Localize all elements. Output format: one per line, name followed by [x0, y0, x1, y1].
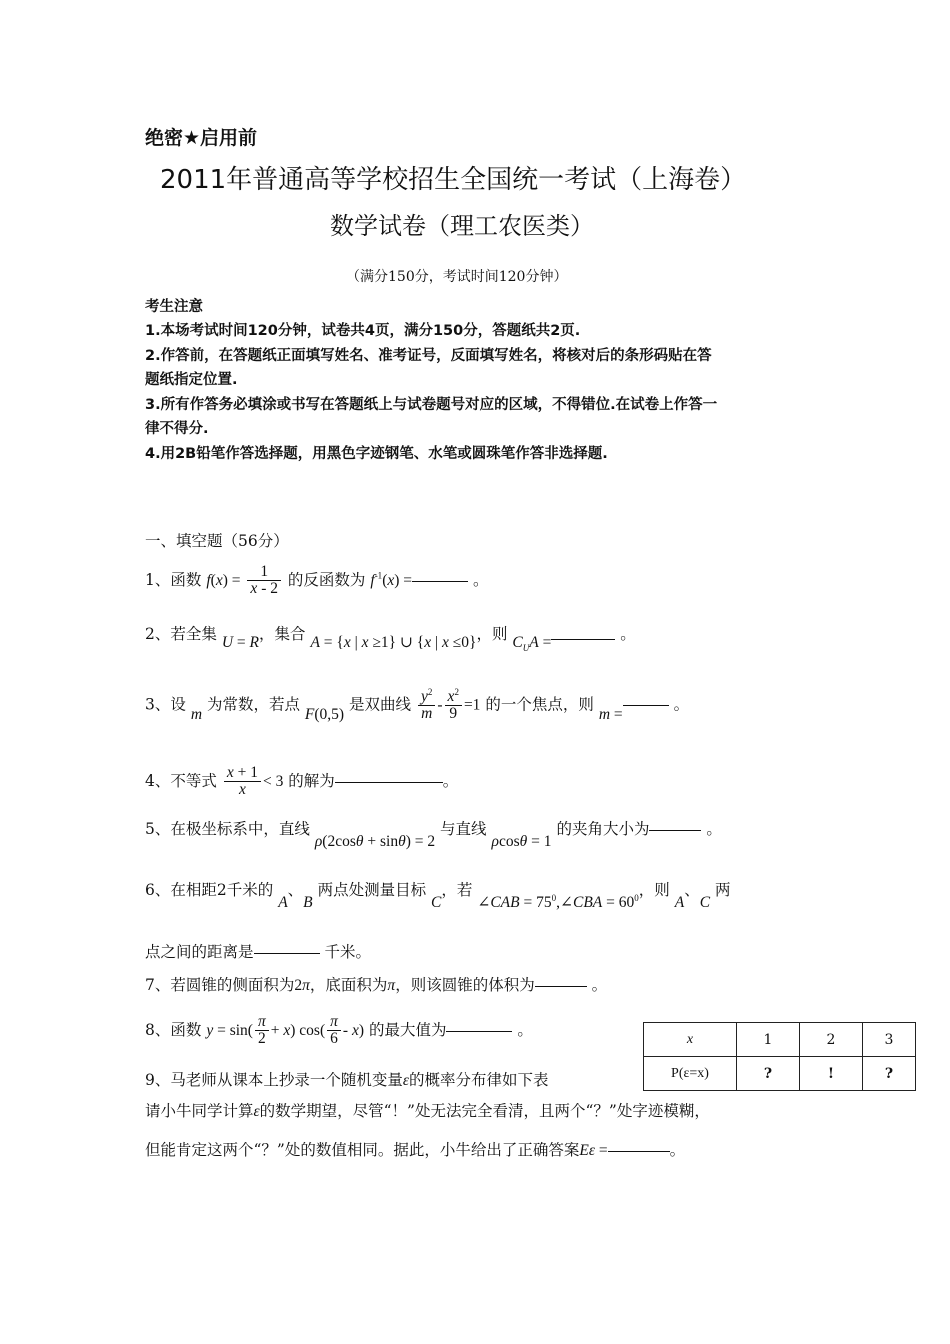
table-cell: ?: [737, 1057, 800, 1091]
q3-answer-blank[interactable]: [623, 704, 669, 706]
table-header-cell: x: [644, 1023, 737, 1057]
question-7: 7、若圆锥的侧面积为2π，底面积为π，则该圆锥的体积为 。: [145, 976, 608, 994]
exam-info: （满分150分，考试时间120分钟）: [346, 269, 568, 285]
question-9-line-2: 请小牛同学计算ε的数学期望，尽管“！”处无法完全看清，且两个“？”处字迹模糊，: [145, 1102, 710, 1120]
question-4: 4、不等式 $\frac{x + 1}{x}$ < 3 的解为 。: [145, 764, 459, 799]
notes-line-6: 4.用2B铅笔作答选择题，用黑色字迹钢笔、水笔或圆珠笔作答非选择题.: [145, 446, 608, 462]
question-5: 5、在极坐标系中，直线 ρ(2cosθ + sinθ) = 2 与直线 ρcosθ = 1 的夹角大小为 。: [145, 820, 722, 850]
secret-label: 绝密★启用前: [145, 127, 258, 149]
q5-answer-blank[interactable]: [649, 829, 701, 831]
question-9-line-3: 但能肯定这两个“？”处的数值相同。据此，小牛给出了正确答案Eε = 。: [145, 1141, 686, 1159]
q7-answer-blank[interactable]: [535, 985, 587, 987]
distribution-table: [643, 1022, 916, 1091]
question-3: 3、设 m 为常数，若点 F(0,5) 是双曲线 $\frac{y^2}{m}$ - $\frac{x^2}{9}$ =1 的一个焦点，则 m = 。: [145, 687, 690, 724]
question-1: 1、函数 f(x) = $\frac{1}{x - 2}$ 的反函数为 $f^{-1}(x)$ = 。: [145, 563, 489, 598]
table-row: [644, 1023, 916, 1057]
q2-answer-blank[interactable]: [551, 638, 615, 640]
notes-line-1: 1.本场考试时间120分钟，试卷共4页，满分150分，答题纸共2页.: [145, 323, 581, 339]
notes-line-5: 律不得分.: [145, 421, 209, 437]
notes-line-2: 2.作答前，在答题纸正面填写姓名、准考证号，反面填写姓名，将核对后的条形码贴在答: [145, 348, 712, 364]
question-6-line-2: 点之间的距离是 千米。: [145, 943, 371, 961]
q8-answer-blank[interactable]: [446, 1030, 512, 1032]
table-header-cell: 2: [800, 1023, 863, 1057]
table-cell: !: [800, 1057, 863, 1091]
q6-answer-blank[interactable]: [254, 952, 320, 954]
notes-line-3: 题纸指定位置.: [145, 372, 238, 388]
q1-answer-blank[interactable]: [412, 580, 468, 582]
table-row-label: P(ε=x): [644, 1057, 737, 1091]
notes-heading: 考生注意: [145, 299, 203, 315]
exam-title: 2011年普通高等学校招生全国统一考试（上海卷）: [160, 165, 747, 195]
section-title: 一、填空题（56分）: [145, 532, 289, 550]
question-6: 6、在相距2千米的 A、B 两点处测量目标 C，若 ∠CAB = $75^0,\angle CBA = 60^0$，则 A、C 两: [145, 881, 731, 912]
table-header-cell: 1: [737, 1023, 800, 1057]
table-header-cell: 3: [863, 1023, 916, 1057]
question-9-line-1: 9、马老师从课本上抄录一个随机变量ε的概率分布律如下表: [145, 1071, 549, 1089]
q9-answer-blank[interactable]: [608, 1150, 670, 1152]
paper-subtitle: 数学试卷（理工农医类）: [330, 212, 594, 240]
question-8: 8、函数 y = sin( $\frac{\pi}{2}$ + x) cos( $\frac{\pi}{6}$ - x) 的最大值为 。: [145, 1013, 533, 1048]
table-cell: ?: [863, 1057, 916, 1091]
q4-answer-blank[interactable]: [335, 781, 443, 783]
table-row: [644, 1057, 916, 1091]
question-2: 2、若全集 U = R，集合 A = {x | x ≥1} ∪ {x | x ≤0}，则 $C_UA$ = 。: [145, 625, 636, 654]
notes-line-4: 3.所有作答务必填涂或书写在答题纸上与试卷题号对应的区域，不得错位.在试卷上作答一: [145, 397, 718, 413]
